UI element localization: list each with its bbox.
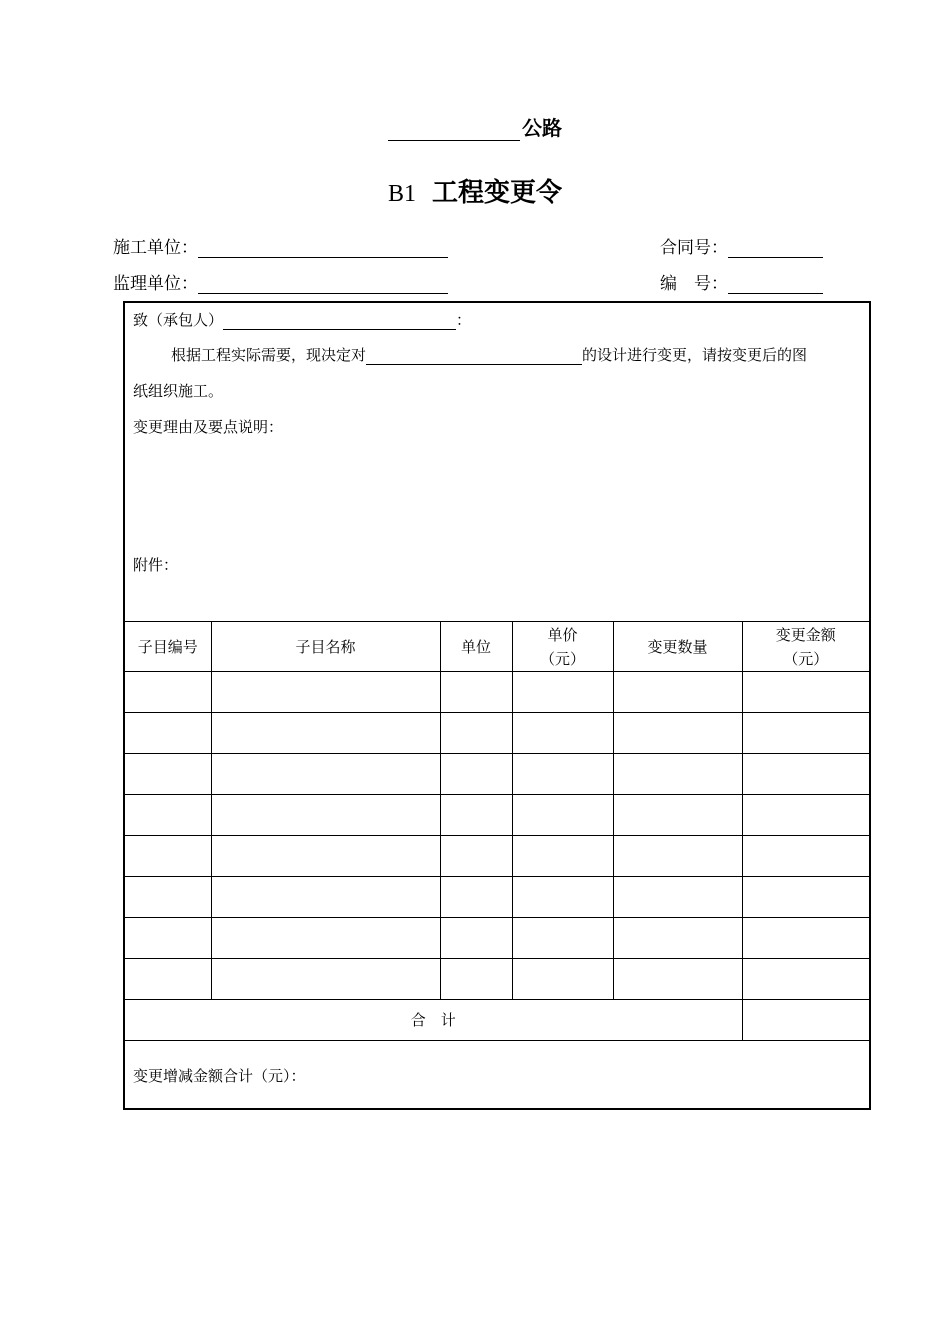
addressee-line [133,309,471,330]
contractor-field [113,233,448,258]
table-row [125,713,869,754]
cell-item-name[interactable] [211,836,440,877]
cell-item-name[interactable] [211,918,440,959]
cell-unit-price[interactable] [512,918,613,959]
table-header-row [125,622,869,672]
col-header-unit-price [512,622,613,672]
table-row [125,672,869,713]
cell-unit-price[interactable] [512,959,613,1000]
decision-continuation: 纸组织施工。 [133,382,224,400]
cell-item-no[interactable] [125,836,211,877]
net-change-row [125,1041,869,1112]
net-change-label[interactable]: 变更增减金额合计（元）： [125,1041,869,1112]
table-row [125,918,869,959]
cell-item-name[interactable] [211,877,440,918]
supervisor-blank[interactable] [198,275,448,294]
col-header-item-name: 子目名称 [211,622,440,672]
cell-item-name[interactable] [211,959,440,1000]
serial-no-blank[interactable] [728,275,823,294]
cell-unit-price[interactable] [512,713,613,754]
cell-change-amount[interactable] [742,672,869,713]
table-row [125,959,869,1000]
change-items-table [125,621,869,1111]
cell-change-amount[interactable] [742,795,869,836]
unit-price-label: 单价 [547,625,578,644]
cell-unit[interactable] [440,795,512,836]
addressee-suffix: ： [456,311,472,329]
supervisor-field [113,269,448,294]
cell-change-amount[interactable] [742,918,869,959]
cell-item-no[interactable] [125,877,211,918]
decision-prefix: 根据工程实际需要，现决定对 [171,346,367,364]
total-amount-cell[interactable] [742,1000,869,1041]
cell-change-qty[interactable] [613,836,742,877]
cell-change-qty[interactable] [613,672,742,713]
col-header-change-qty: 变更数量 [613,622,742,672]
cell-unit-price[interactable] [512,754,613,795]
cell-unit[interactable] [440,918,512,959]
cell-change-amount[interactable] [742,959,869,1000]
cell-unit[interactable] [440,672,512,713]
cell-unit[interactable] [440,754,512,795]
cell-change-amount[interactable] [742,836,869,877]
cell-change-qty[interactable] [613,795,742,836]
change-amount-label: 变更金额 [775,625,836,644]
cell-item-no[interactable] [125,959,211,1000]
cell-unit[interactable] [440,836,512,877]
cell-change-amount[interactable] [742,754,869,795]
cell-change-qty[interactable] [613,713,742,754]
cell-unit-price[interactable] [512,836,613,877]
road-name-line [0,112,950,141]
contractor-label: 施工单位： [113,238,198,258]
col-header-unit: 单位 [440,622,512,672]
total-label: 合 计 [125,1000,742,1041]
table-row [125,836,869,877]
cell-change-amount[interactable] [742,877,869,918]
col-header-change-amount [742,622,869,672]
serial-no-label: 编 号： [660,274,728,294]
cell-unit[interactable] [440,877,512,918]
form-code: B1 [387,181,416,207]
supervisor-label: 监理单位： [113,274,198,294]
unit-price-currency: （元） [539,649,585,668]
cell-item-name[interactable] [211,713,440,754]
contract-no-field [660,233,823,258]
road-name-blank[interactable] [388,118,520,141]
cell-unit-price[interactable] [512,672,613,713]
cell-change-qty[interactable] [613,959,742,1000]
contract-no-blank[interactable] [728,239,823,258]
cell-item-no[interactable] [125,918,211,959]
change-amount-currency: （元） [783,649,829,668]
table-row [125,795,869,836]
design-item-blank[interactable] [366,346,582,365]
change-order-form [123,301,871,1110]
cell-change-qty[interactable] [613,877,742,918]
table-row [125,754,869,795]
road-suffix: 公路 [522,116,562,140]
serial-no-field [660,269,823,294]
total-row [125,1000,869,1041]
cell-item-name[interactable] [211,672,440,713]
form-title [0,172,950,209]
cell-unit-price[interactable] [512,877,613,918]
col-header-item-no: 子目编号 [125,622,211,672]
addressee-blank[interactable] [223,311,456,330]
addressee-prefix: 致（承包人） [133,311,224,329]
cell-unit[interactable] [440,959,512,1000]
cell-unit-price[interactable] [512,795,613,836]
cell-item-name[interactable] [211,754,440,795]
decision-suffix: 的设计进行变更，请按变更后的图 [582,346,808,364]
form-name: 工程变更令 [432,178,563,208]
cell-item-name[interactable] [211,795,440,836]
reason-label: 变更理由及要点说明： [133,418,284,436]
cell-unit[interactable] [440,713,512,754]
form-text-area [125,303,869,621]
cell-item-no[interactable] [125,672,211,713]
table-row [125,877,869,918]
contractor-blank[interactable] [198,239,448,258]
cell-item-no[interactable] [125,713,211,754]
cell-change-amount[interactable] [742,713,869,754]
cell-item-no[interactable] [125,754,211,795]
contract-no-label: 合同号： [660,238,728,258]
attachment-label: 附件： [133,556,179,574]
cell-change-qty[interactable] [613,754,742,795]
cell-item-no[interactable] [125,795,211,836]
cell-change-qty[interactable] [613,918,742,959]
decision-line [171,344,807,365]
